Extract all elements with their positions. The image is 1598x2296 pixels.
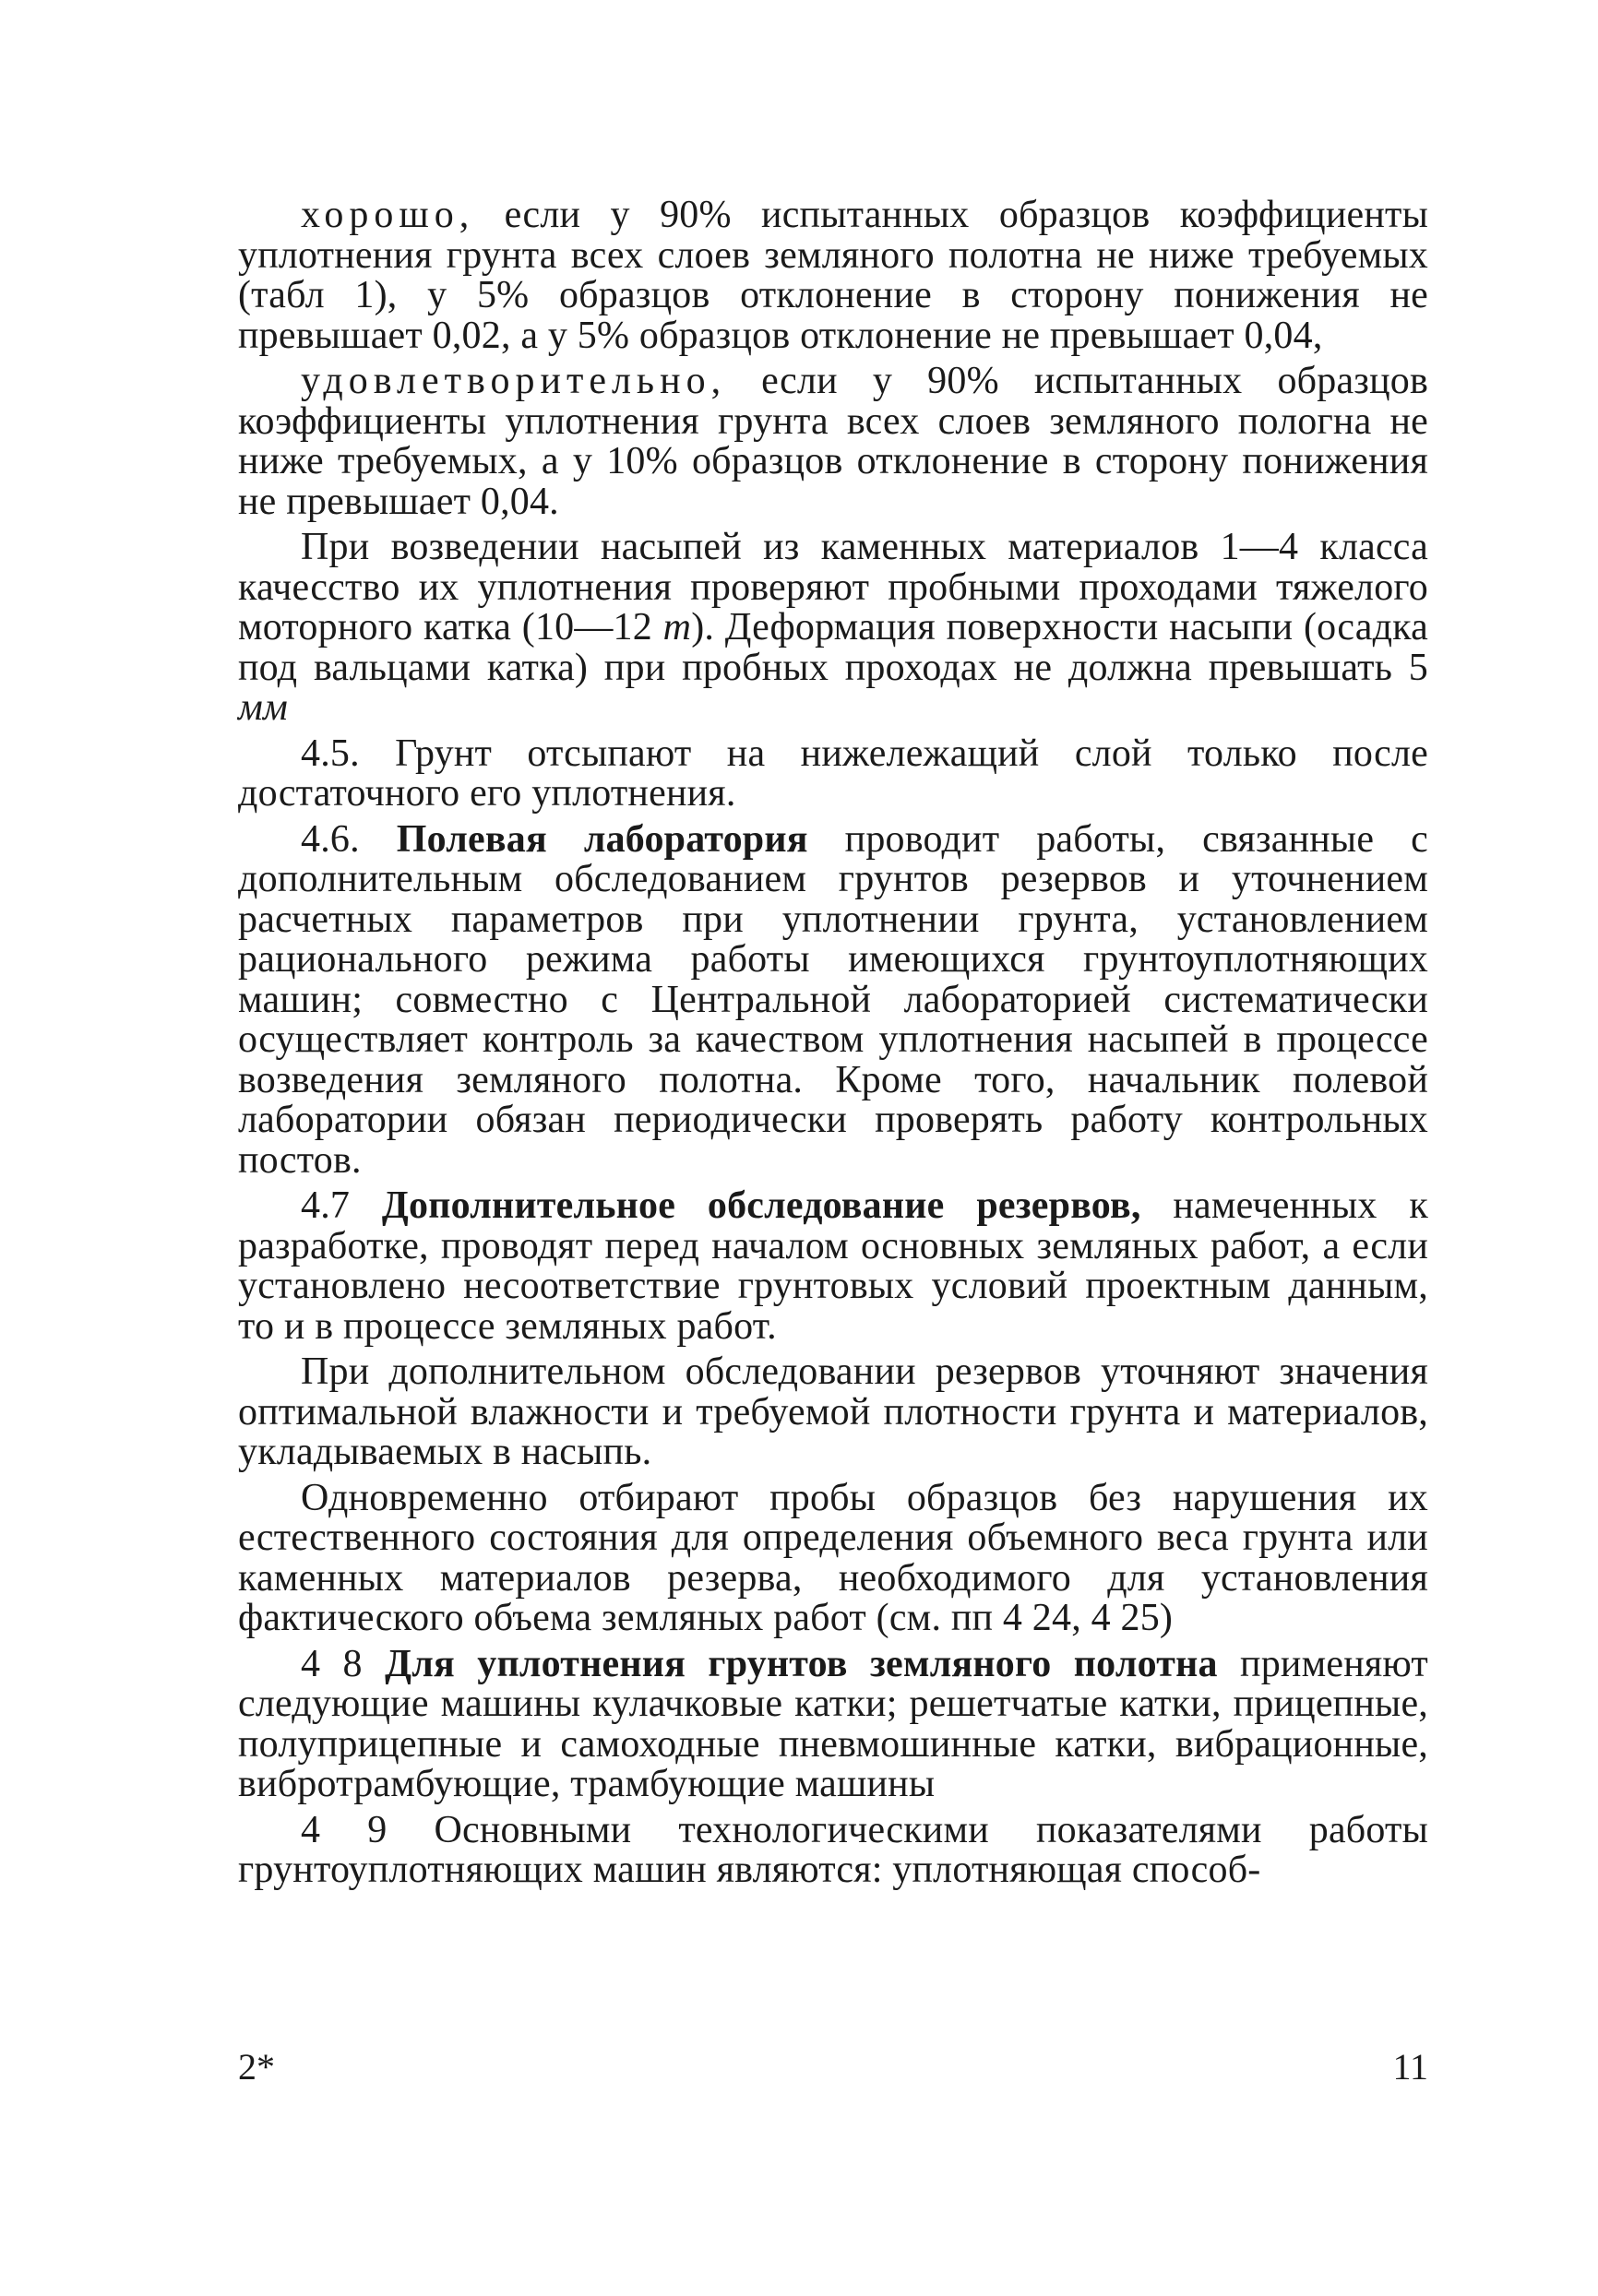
section-number: 4.6.	[301, 817, 397, 861]
paragraph-4-6	[238, 817, 1428, 1182]
section-number: 4 8	[301, 1642, 386, 1685]
paragraph-text: проводит работы, связанные с дополнительным обследованием грунтов резервов и уточнением расчетных параметров при уплотнении грунта, установлением рационального режима работы имеющихся грунтоуплотняющих машин; совместно с Центральной лабораторией систематически осуществляет контроль за качеством уплотнения насыпей в процессе возведения земляного полотна. Кроме того, начальник полевой лаборатории обязан периодически проверять работу контрольных постов.	[238, 817, 1428, 1182]
paragraph-text: применяют следующие машины кулачковые катки; решетчатые катки, прицепные, полуприцепные и самоходные пневмошинные катки, вибрационные, вибротрамбующие, трамбующие машины	[238, 1642, 1428, 1805]
paragraph-text: если у 90% испытанных образцов коэффициенты уплотнения грунта всех слоев земляного пологна не ниже требуемых, а у 10% образцов отклонение в сторону понижения не превышает 0,04.	[238, 360, 1428, 523]
page-content	[238, 196, 1428, 2262]
paragraph-4-7	[238, 1186, 1428, 1347]
paragraph-sampling	[238, 1476, 1428, 1639]
paragraph-satisfactory-rating	[238, 362, 1428, 522]
term-satisfactory: удовлетворительно,	[301, 360, 727, 402]
paragraph-text: Одновременно отбирают пробы образцов без нарушения их естественного состояния для определения объемного веса грунта или каменных материалов резерва, необходимого для установления фактического объема земляных работ (см. пп 4 24, 4 25)	[238, 1476, 1428, 1639]
section-heading: Дополнительное обследование резервов,	[381, 1184, 1141, 1227]
section-heading: Для уплотнения грунтов земляного полотна	[385, 1642, 1218, 1685]
page-number: 11	[1392, 2046, 1428, 2088]
unit-millimetre: мм	[238, 686, 289, 729]
signature-mark: 2*	[238, 2046, 275, 2088]
paragraph-4-9	[238, 1808, 1428, 1891]
page-footer	[238, 2045, 1428, 2091]
paragraph-good-rating	[238, 196, 1428, 356]
body-text	[238, 196, 1428, 1891]
paragraph-4-5	[238, 734, 1428, 815]
paragraph-stone-embankments	[238, 528, 1428, 729]
paragraph-4-8	[238, 1642, 1428, 1805]
paragraph-text: При дополнительном обследовании резервов уточняют значения оптимальной влажности и требуемой плотности грунта и материалов, укладываемых в насыпь.	[238, 1350, 1428, 1473]
paragraph-text: если у 90% испытанных образцов коэффициенты уплотнения грунта всех слоев земляного полотна не ниже требуемых (табл 1), у 5% образцов отклонение в сторону понижения не превышает 0,02, а у 5% образцов отклонение не превышает 0,04,	[238, 194, 1428, 357]
section-number: 4.7	[301, 1184, 382, 1227]
paragraph-text: 4 9 Основными технологическими показателями работы грунтоуплотняющих машин являются: уплотняющая способ-	[238, 1808, 1428, 1891]
paragraph-text: 4.5. Грунт отсыпают на нижележащий слой только после достаточного его уплотнения.	[238, 732, 1428, 815]
paragraph-text: При возведении насыпей из каменных материалов 1—4 класса качесство их уплотнения проверяют пробными проходами тяжелого моторного катка (10—12	[238, 526, 1428, 648]
section-heading: Полевая лаборатория	[396, 817, 808, 861]
term-good: хорошо,	[301, 194, 475, 236]
unit-tonne: т	[662, 606, 692, 648]
paragraph-text: намеченных к разработке, проводят перед началом основных земляных работ, а если установлено несоответствие грунтовых условий проектным данным, то и в процессе земляных работ.	[238, 1184, 1428, 1348]
paragraph-text: ). Деформация поверхности насыпи (осадка под вальцами катка) при пробных проходах не должна превышать 5	[238, 606, 1428, 689]
paragraph-additional-survey	[238, 1352, 1428, 1473]
